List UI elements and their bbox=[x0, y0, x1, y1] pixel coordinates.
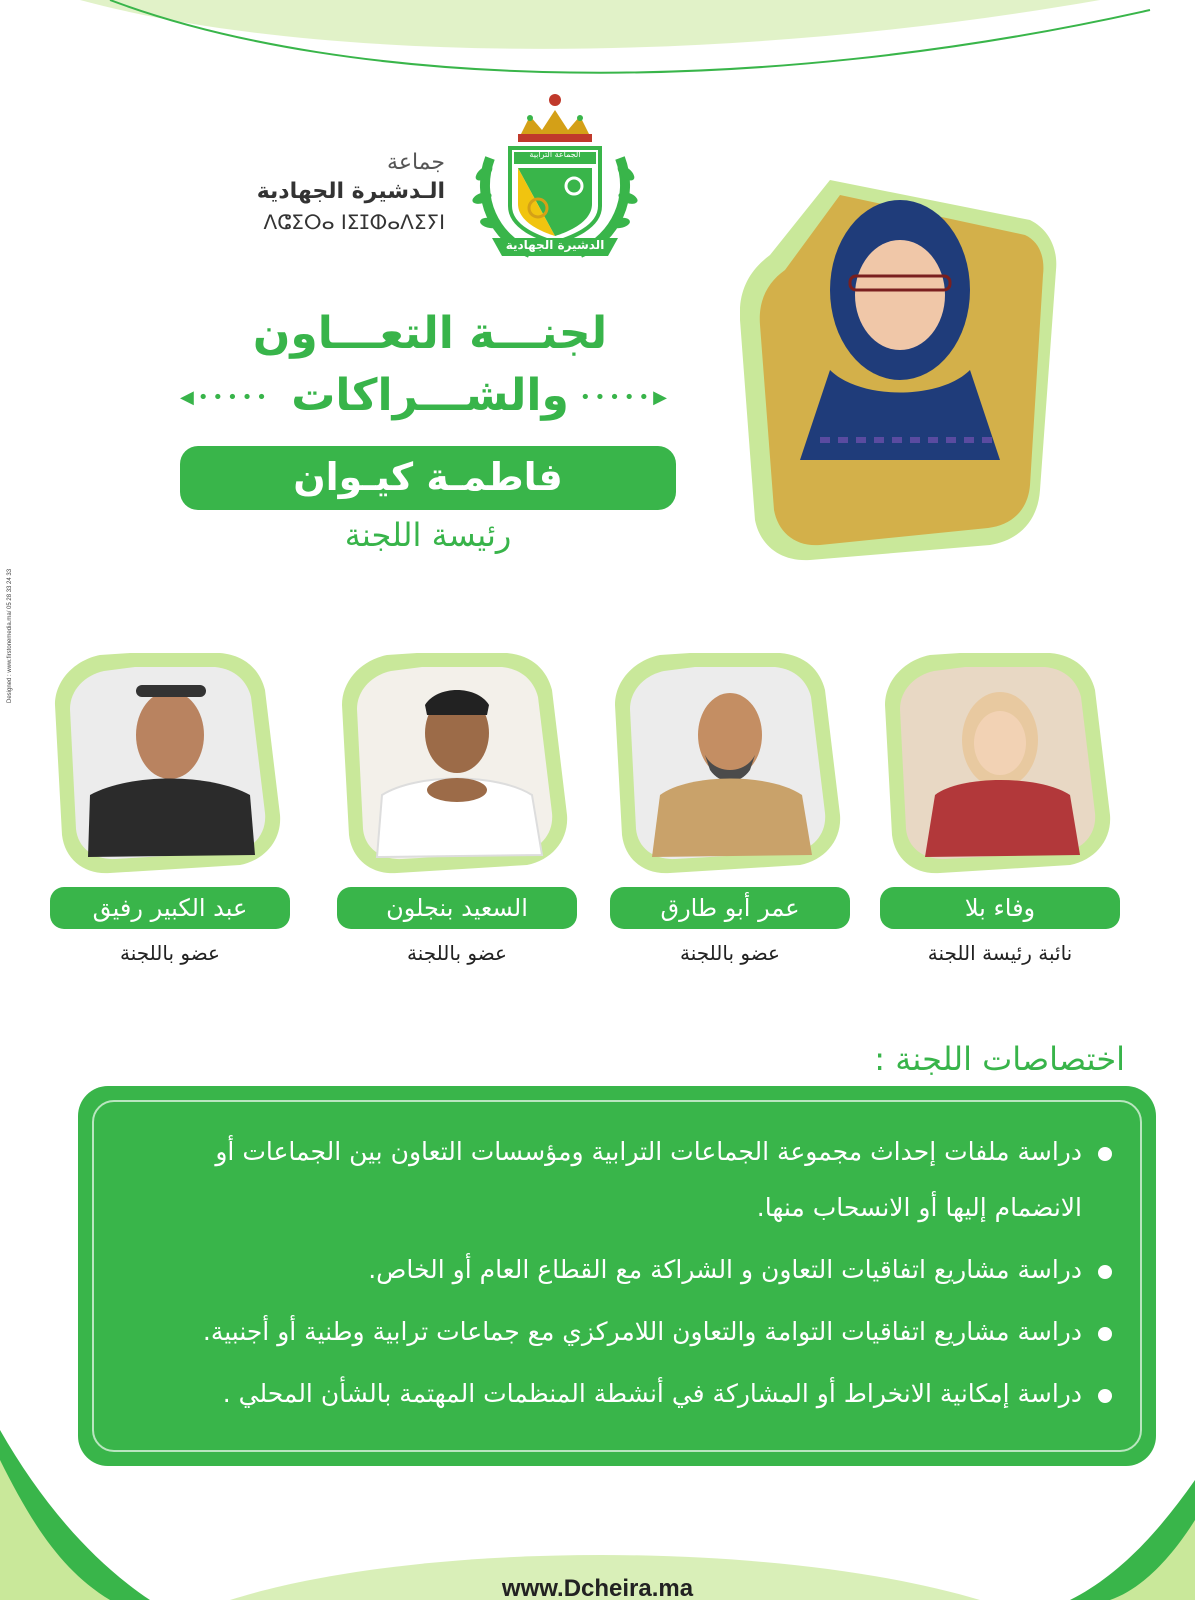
specializations-title: اختصاصات اللجنة : bbox=[874, 1040, 1125, 1078]
member-name-pill: السعيد بنجلون bbox=[337, 887, 577, 929]
title-dots-left: ◀••••• bbox=[180, 387, 271, 408]
member-name-pill: وفاء بلا bbox=[880, 887, 1120, 929]
org-name-line2: الـدشيرة الجهادية bbox=[256, 179, 445, 204]
member-role: عضو باللجنة bbox=[406, 941, 507, 965]
specializations-box bbox=[78, 1086, 1156, 1466]
member-role: نائبة رئيسة اللجنة bbox=[927, 941, 1073, 965]
designer-credit: Designed : www.firstonemedia.ma/ 05 28 33 24 33 bbox=[7, 568, 13, 703]
member-photo bbox=[337, 645, 577, 885]
member-photo bbox=[50, 645, 290, 885]
org-name-line1: جماعة bbox=[387, 150, 445, 175]
committee-title-line2: والشـــراكات bbox=[291, 370, 569, 421]
emblem-bottom-text: الدشيرة الجهادية bbox=[505, 238, 605, 252]
specialization-item: دراسة مشاريع اتفاقيات التوامة والتعاون اللامركزي مع جماعات ترابية وطنية أو أجنبية. bbox=[122, 1304, 1112, 1360]
specialization-item: دراسة إمكانية الانخراط أو المشاركة في أنشطة المنظمات المهتمة بالشأن المحلي . bbox=[122, 1366, 1112, 1422]
website-link[interactable]: www.Dcheira.ma bbox=[501, 1575, 694, 1602]
member-name-pill: عبد الكبير رفيق bbox=[50, 887, 290, 929]
org-name-tifinagh: ⴷⵛⵉⵔⴰ ⵏⵉⵊⵀⴰⴷⵉⵢⵏ bbox=[263, 210, 445, 234]
specialization-item: دراسة مشاريع اتفاقيات التعاون و الشراكة مع القطاع العام أو الخاص. bbox=[122, 1242, 1112, 1298]
specializations-list bbox=[122, 1124, 1112, 1428]
member-photo bbox=[610, 645, 850, 885]
president-photo bbox=[740, 160, 1060, 570]
municipality-emblem bbox=[470, 88, 640, 263]
member-photo bbox=[880, 645, 1120, 885]
emblem-top-text: الجماعة الترابية bbox=[529, 150, 581, 159]
president-name-pill: فاطمـة كيـوان bbox=[180, 446, 676, 510]
title-dots-right: •••••▶ bbox=[580, 387, 671, 408]
president-role: رئيسة اللجنة bbox=[344, 516, 512, 554]
member-role: عضو باللجنة bbox=[119, 941, 220, 965]
member-name-pill: عمر أبو طارق bbox=[610, 887, 850, 929]
specialization-item: دراسة ملفات إحداث مجموعة الجماعات الترابية ومؤسسات التعاون بين الجماعات أو الانضمام إليها أو الانسحاب منها. bbox=[122, 1124, 1112, 1236]
org-name-block bbox=[185, 150, 445, 234]
member-role: عضو باللجنة bbox=[679, 941, 780, 965]
committee-title-line1: لجنـــة التعـــاون bbox=[252, 308, 608, 359]
